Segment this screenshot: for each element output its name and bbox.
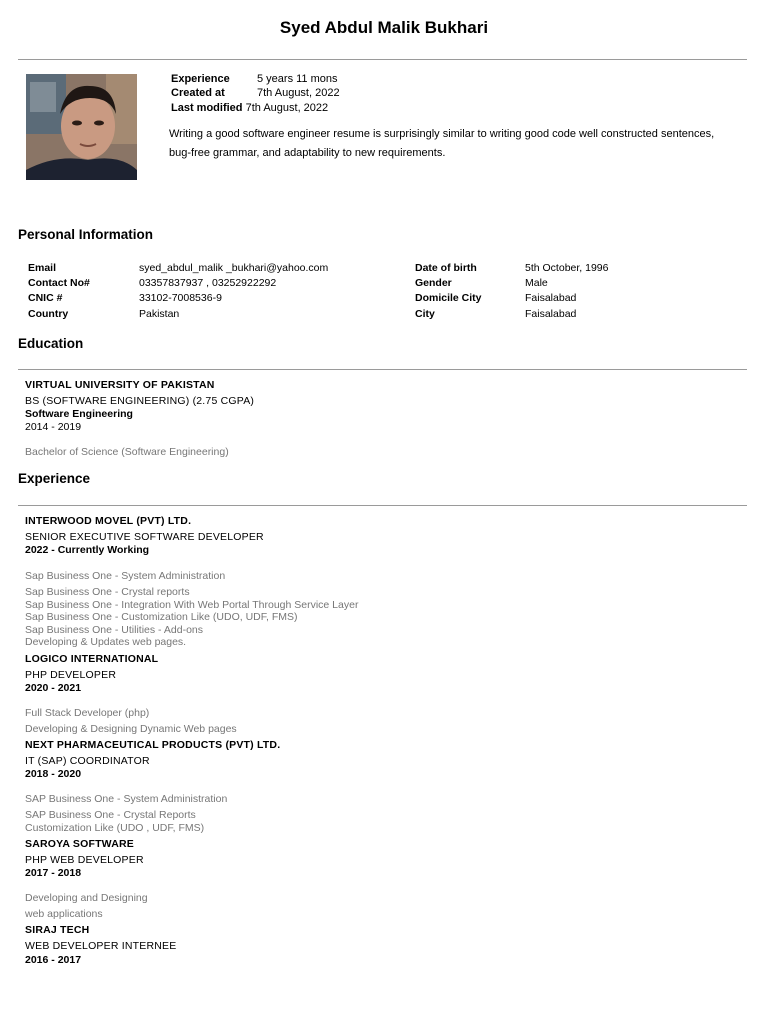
avatar [26, 74, 137, 180]
pi-domicile-value: Faisalabad [525, 292, 577, 304]
job-role: WEB DEVELOPER INTERNEE [25, 940, 177, 952]
meta-experience [171, 73, 338, 85]
education-divider [18, 369, 747, 370]
meta-experience-label: Experience [171, 73, 230, 85]
pi-country-value: Pakistan [139, 308, 180, 320]
education-field: Software Engineering [25, 408, 133, 420]
meta-created-label: Created at [171, 87, 225, 99]
meta-experience-value: 5 years 11 mons [257, 73, 338, 85]
personal-info-title: Personal Information [18, 227, 154, 242]
pi-email-value: syed_abdul_malik _bukhari@yahoo.com [139, 262, 329, 274]
resume-name: Syed Abdul Malik Bukhari [279, 18, 489, 37]
job-company: SIRAJ TECH [25, 924, 90, 936]
job-period: 2018 - 2020 [25, 768, 82, 780]
job-detail: Developing & Designing Dynamic Web pages [25, 723, 237, 735]
pi-domicile-label: Domicile City [415, 292, 482, 304]
pi-contact-label: Contact No# [28, 277, 90, 289]
pi-email-label: Email [28, 262, 57, 274]
job-lead: Sap Business One - System Administration [25, 570, 226, 582]
job-company: INTERWOOD MOVEL (PVT) LTD. [25, 515, 192, 527]
job-company: SAROYA SOFTWARE [25, 838, 134, 850]
pi-cnic-label: CNIC # [28, 292, 63, 304]
profile-photo [26, 74, 137, 180]
pi-city-label: City [415, 308, 435, 320]
pi-dob-value: 5th October, 1996 [525, 262, 609, 274]
job-period: 2020 - 2021 [25, 682, 82, 694]
meta-created-value: 7th August, 2022 [257, 87, 340, 99]
job-role: PHP WEB DEVELOPER [25, 854, 144, 866]
job-period: 2022 - Currently Working [25, 544, 150, 556]
job-detail: Developing & Updates web pages. [25, 636, 187, 649]
pi-cnic-value: 33102-7008536-9 [139, 292, 222, 304]
job-detail: SAP Business One - Crystal Reports [25, 809, 196, 821]
job-detail: Customization Like (UDO , UDF, FMS) [25, 821, 205, 834]
pi-country-label: Country [28, 308, 69, 320]
experience-divider [18, 505, 747, 506]
meta-modified [171, 102, 328, 114]
education-title: Education [18, 336, 84, 351]
pi-gender-label: Gender [415, 277, 452, 289]
education-description: Bachelor of Science (Software Engineering) [25, 446, 229, 458]
education-degree: BS (SOFTWARE ENGINEERING) (2.75 CGPA) [25, 395, 255, 407]
meta-modified-value: 7th August, 2022 [245, 102, 329, 114]
job-lead: Developing and Designing [25, 892, 148, 904]
summary-text: Writing a good software engineer resume is surprisingly similar to writing good code well constructed sentences, bug-free grammar, and adaptability to new requirements. [169, 128, 715, 159]
header-divider [18, 59, 747, 60]
job-detail: web applications [25, 908, 103, 920]
experience-title: Experience [18, 471, 91, 486]
pi-city-value: Faisalabad [525, 308, 577, 320]
job-detail: Sap Business One - Utilities - Add-ons [25, 623, 203, 636]
education-years: 2014 - 2019 [25, 421, 82, 433]
job-period: 2016 - 2017 [25, 954, 82, 966]
job-detail: Sap Business One - Customization Like (UDO, UDF, FMS) [25, 611, 298, 624]
pi-gender-value: Male [525, 277, 548, 289]
job-lead: SAP Business One - System Administration [25, 793, 228, 805]
job-detail: Sap Business One - Integration With Web Portal Through Service Layer [25, 598, 359, 611]
pi-dob-label: Date of birth [415, 262, 477, 274]
education-institution: VIRTUAL UNIVERSITY OF PAKISTAN [25, 379, 215, 391]
job-period: 2017 - 2018 [25, 867, 82, 879]
job-role: IT (SAP) COORDINATOR [25, 755, 150, 767]
job-detail: Sap Business One - Crystal reports [25, 586, 190, 598]
job-role: SENIOR EXECUTIVE SOFTWARE DEVELOPER [25, 531, 264, 543]
job-details [25, 809, 204, 834]
job-company: LOGICO INTERNATIONAL [25, 653, 159, 665]
pi-contact-value: 03357837937 , 03252922292 [139, 277, 277, 289]
job-company: NEXT PHARMACEUTICAL PRODUCTS (PVT) LTD. [25, 739, 281, 751]
job-role: PHP DEVELOPER [25, 669, 117, 681]
job-lead: Full Stack Developer (php) [25, 707, 150, 719]
meta-created [171, 87, 340, 99]
job-details [25, 586, 358, 649]
meta-modified-label: Last modified [171, 102, 243, 114]
